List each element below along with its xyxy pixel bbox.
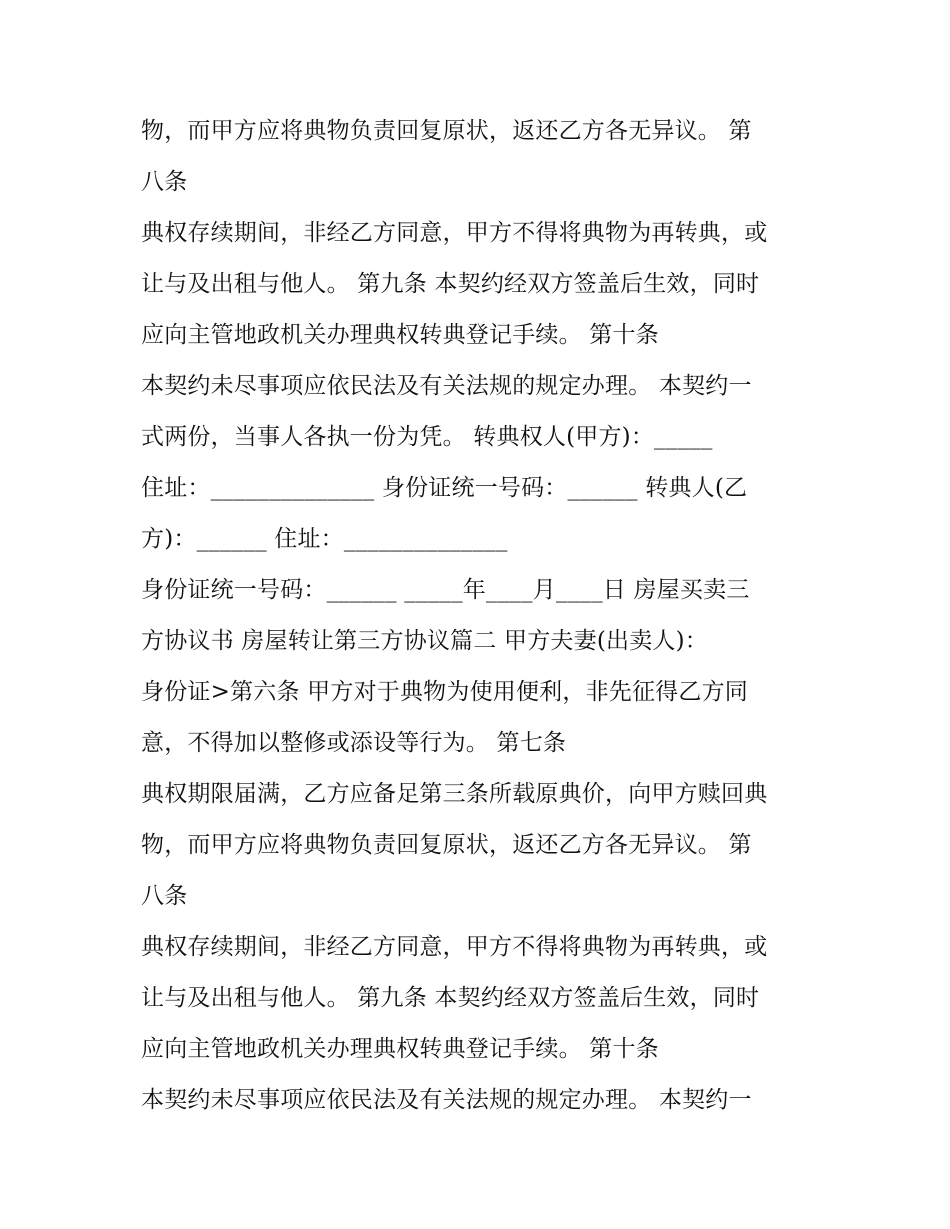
text-line: 典权存续期间，非经乙方同意，甲方不得将典物为再转典，或 [141,220,768,246]
text-line: 式两份，当事人各执一份为凭。 转典权人(甲方)：_____ [141,424,713,450]
text-line: 本契约未尽事项应依民法及有关法规的规定办理。 本契约一 [141,1087,752,1113]
text-line: 意，不得加以整修或添设等行为。 第七条 [141,730,567,756]
text-line: 方)：______ 住址：______________ [141,526,508,552]
text-line: 身份证>第六条 甲方对于典物为使用便利，非先征得乙方同 [141,679,748,705]
text-line: 应向主管地政机关办理典权转典登记手续。 第十条 [141,1036,659,1062]
text-line: 身份证统一号码：______ _____年____月____日 房屋买卖三 [141,577,750,603]
text-line: 方协议书 房屋转让第三方协议篇二 甲方夫妻(出卖人)： [141,628,708,654]
text-line: 物，而甲方应将典物负责回复原状，返还乙方各无异议。 第 [141,832,752,858]
text-line: 住址：______________ 身份证统一号码：______ 转典人(乙 [141,475,748,501]
text-line: 应向主管地政机关办理典权转典登记手续。 第十条 [141,322,659,348]
text-line: 八条 [141,883,188,909]
text-line: 典权存续期间，非经乙方同意，甲方不得将典物为再转典，或 [141,934,768,960]
text-line: 物，而甲方应将典物负责回复原状，返还乙方各无异议。 第 [141,118,752,144]
text-line: 典权期限届满，乙方应备足第三条所载原典价，向甲方赎回典 [141,781,768,807]
text-line: 让与及出租与他人。 第九条 本契约经双方签盖后生效，同时 [141,985,760,1011]
text-line: 让与及出租与他人。 第九条 本契约经双方签盖后生效，同时 [141,271,760,297]
text-line: 八条 [141,169,188,195]
text-line: 本契约未尽事项应依民法及有关法规的规定办理。 本契约一 [141,373,752,399]
document-body [141,106,821,1126]
